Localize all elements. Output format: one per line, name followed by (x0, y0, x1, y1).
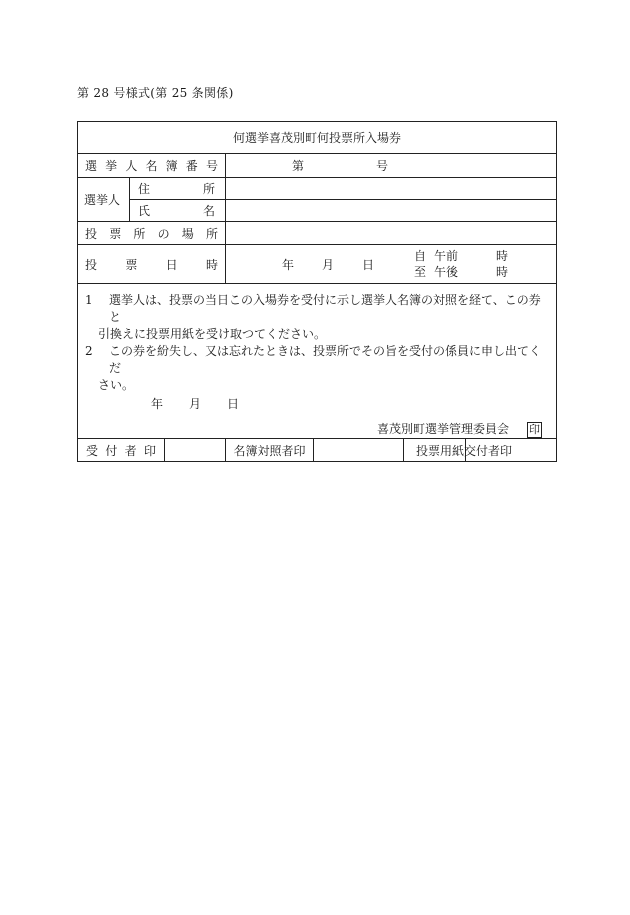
admission-ticket-form (77, 121, 557, 462)
voting-datetime-label: 投 票 日 時 (78, 245, 226, 284)
voting-date: 年 月 日 (282, 257, 375, 272)
register-number-field[interactable] (226, 154, 557, 178)
committee-signature (85, 421, 548, 438)
note-1-continued: 引換えに投票用紙を受け取つてください。 (98, 327, 327, 341)
notes-section (78, 284, 557, 439)
address-field[interactable] (226, 178, 557, 200)
form-number: 第 28 号様式(第 25 条関係) (77, 86, 234, 100)
address-label: 住 所 (130, 178, 226, 200)
note-1: 1 選挙人は、投票の当日この入場券を受付に示し選挙人名簿の対照を経て、この券と (85, 293, 541, 324)
note-2: 2 この券を紛失し、又は忘れたときは、投票所でその旨を受付の係員に申し出てくだ (85, 344, 542, 375)
name-label: 氏 名 (130, 200, 226, 222)
voting-datetime-field[interactable] (226, 245, 557, 284)
ticket-title: 何選挙喜茂別町何投票所入場券 (78, 122, 557, 154)
note-2-continued: さい。 (98, 378, 135, 392)
seal-mark: 印 (529, 422, 541, 436)
register-number-label: 選 挙 人 名 簿 番 号 (78, 154, 226, 178)
voting-time: 自 午前 時 至 午後 時 (414, 249, 509, 279)
name-field[interactable] (226, 200, 557, 222)
number-go: 号 (376, 159, 389, 173)
number-dai: 第 (292, 159, 305, 173)
receptionist-seal-box[interactable] (165, 439, 226, 462)
polling-place-label: 投 票 所 の 場 所 (78, 222, 226, 245)
issue-date: 年 月 日 (151, 397, 240, 411)
committee-name: 喜茂別町選挙管理委員会 (377, 422, 510, 436)
register-checker-seal-box[interactable] (314, 439, 404, 462)
ballot-issuer-seal-label: 投票用紙交付者印 (404, 439, 466, 462)
receptionist-seal-label: 受 付 者 印 (78, 439, 165, 462)
register-checker-seal-label: 名簿対照者印 (226, 439, 314, 462)
polling-place-field[interactable] (226, 222, 557, 245)
elector-label: 選挙人 (78, 178, 130, 222)
